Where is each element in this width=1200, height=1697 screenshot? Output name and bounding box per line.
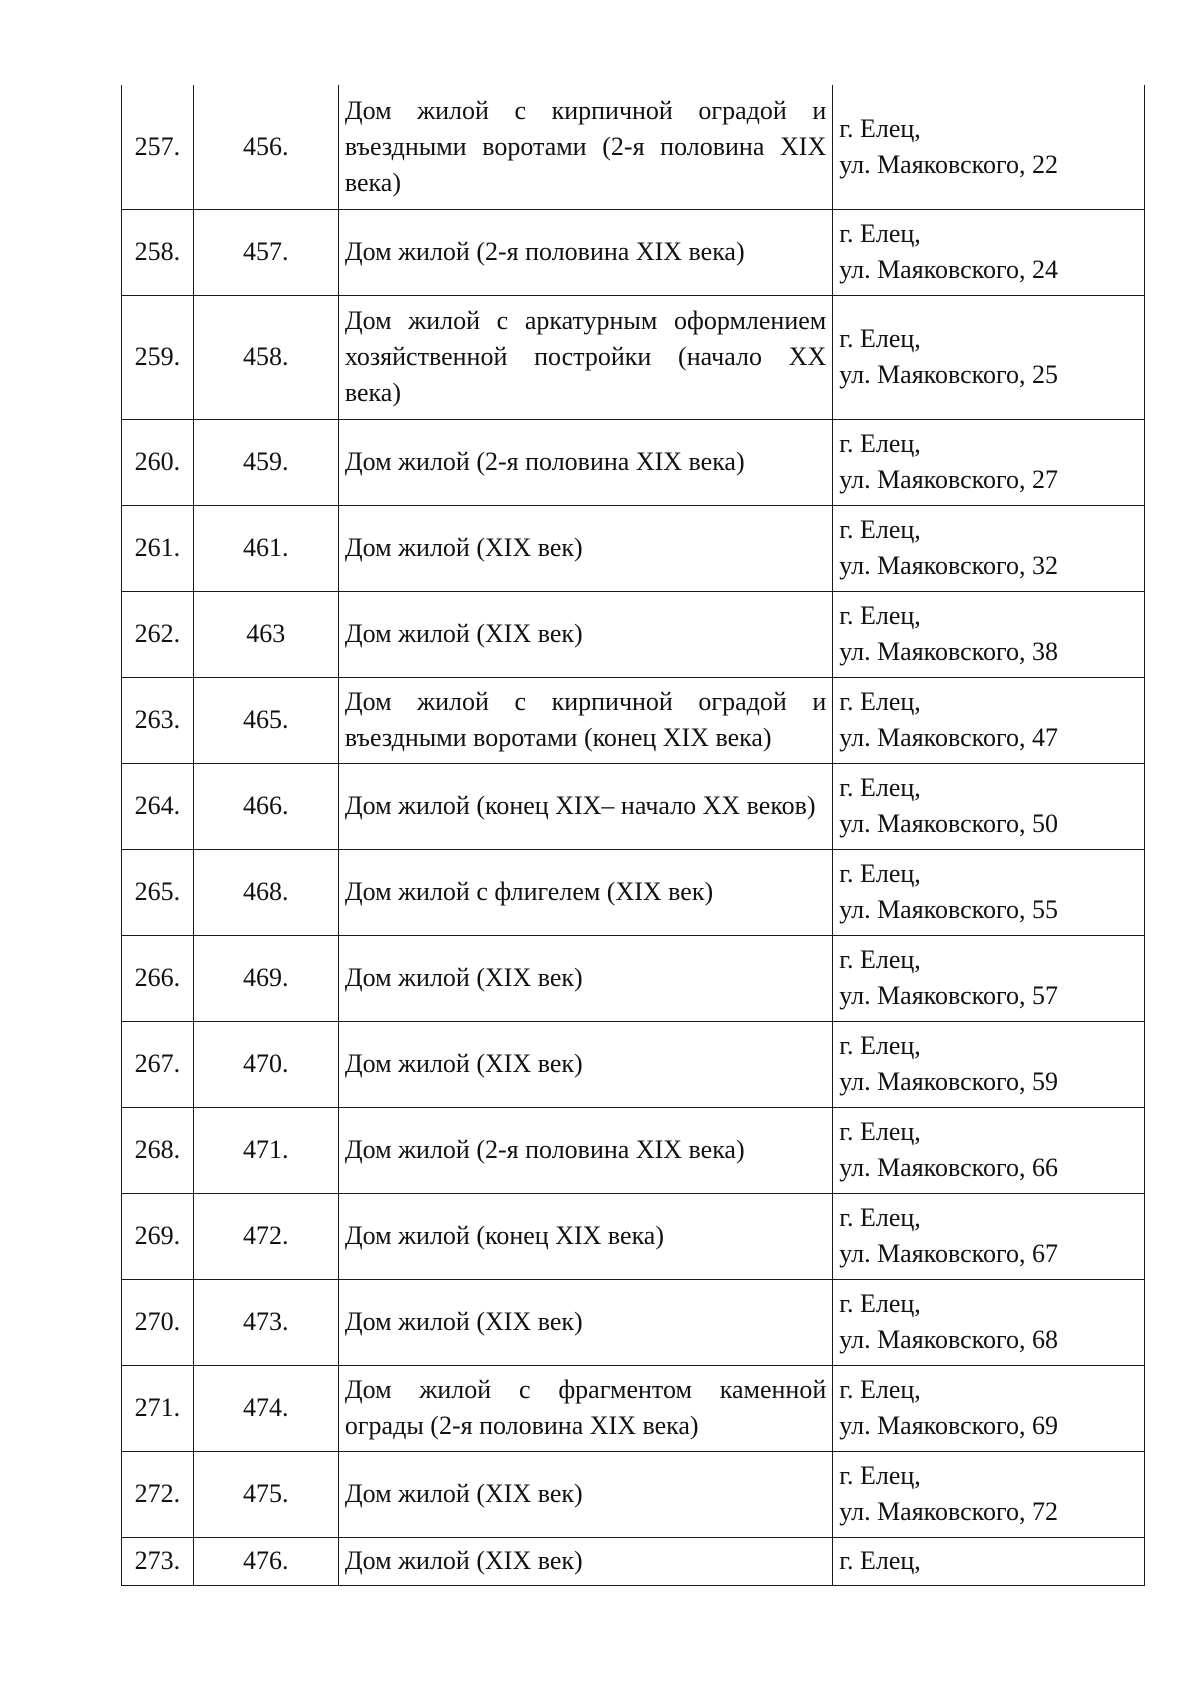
object-address xyxy=(833,295,1145,419)
registry-number: 456. xyxy=(193,85,338,209)
object-name: Дом жилой (XIX век) xyxy=(338,1021,832,1107)
object-address xyxy=(833,1193,1145,1279)
address-street: ул. Маяковского, 22 xyxy=(839,149,1058,179)
object-name: Дом жилой (конец XIX века) xyxy=(338,1193,832,1279)
address-city: г. Елец, xyxy=(839,601,921,630)
object-address xyxy=(833,419,1145,505)
object-address xyxy=(833,1451,1145,1537)
object-address xyxy=(833,1279,1145,1365)
table-row xyxy=(122,505,1145,591)
table-row xyxy=(122,1107,1145,1193)
table-row xyxy=(122,1193,1145,1279)
row-number: 273. xyxy=(122,1537,194,1585)
table-row xyxy=(122,419,1145,505)
registry-number: 461. xyxy=(193,505,338,591)
registry-number: 470. xyxy=(193,1021,338,1107)
address-street: ул. Маяковского, 72 xyxy=(839,1497,1058,1526)
registry-number: 458. xyxy=(193,295,338,419)
object-address xyxy=(833,1107,1145,1193)
row-number: 263. xyxy=(122,677,194,763)
address-city: г. Елец, xyxy=(839,113,921,143)
address-city: г. Елец, xyxy=(839,515,921,544)
table-row xyxy=(122,209,1145,295)
row-number: 259. xyxy=(122,295,194,419)
registry-number: 465. xyxy=(193,677,338,763)
address-street: ул. Маяковского, 66 xyxy=(839,1153,1058,1182)
heritage-objects-table xyxy=(121,85,1145,1586)
row-number: 267. xyxy=(122,1021,194,1107)
object-address xyxy=(833,85,1145,209)
address-street: ул. Маяковского, 68 xyxy=(839,1325,1058,1354)
row-number: 264. xyxy=(122,763,194,849)
address-street: ул. Маяковского, 38 xyxy=(839,637,1058,666)
address-city: г. Елец, xyxy=(839,1203,921,1232)
registry-number: 472. xyxy=(193,1193,338,1279)
table-row xyxy=(122,591,1145,677)
registry-number: 473. xyxy=(193,1279,338,1365)
table-row xyxy=(122,849,1145,935)
address-city: г. Елец, xyxy=(839,429,921,458)
table-row xyxy=(122,677,1145,763)
object-name: Дом жилой с фрагментом каменной ограды (2-я половина XIX века) xyxy=(338,1365,832,1451)
registry-number: 466. xyxy=(193,763,338,849)
object-name: Дом жилой (2-я половина XIX века) xyxy=(338,419,832,505)
registry-number: 475. xyxy=(193,1451,338,1537)
address-street: ул. Маяковского, 55 xyxy=(839,895,1058,924)
object-address xyxy=(833,1021,1145,1107)
row-number: 271. xyxy=(122,1365,194,1451)
object-name: Дом жилой (XIX век) xyxy=(338,1279,832,1365)
object-name: Дом жилой (конец XIX– начало XX веков) xyxy=(338,763,832,849)
registry-number: 471. xyxy=(193,1107,338,1193)
registry-number: 459. xyxy=(193,419,338,505)
address-city: г. Елец, xyxy=(839,1546,921,1575)
registry-number: 469. xyxy=(193,935,338,1021)
row-number: 262. xyxy=(122,591,194,677)
object-address xyxy=(833,1365,1145,1451)
address-city: г. Елец, xyxy=(839,687,921,716)
object-address xyxy=(833,849,1145,935)
address-city: г. Елец, xyxy=(839,1117,921,1146)
object-address xyxy=(833,505,1145,591)
object-name: Дом жилой (2-я половина XIX века) xyxy=(338,209,832,295)
table-row xyxy=(122,935,1145,1021)
registry-number: 474. xyxy=(193,1365,338,1451)
registry-number: 463 xyxy=(193,591,338,677)
table-row xyxy=(122,1451,1145,1537)
address-street: ул. Маяковского, 50 xyxy=(839,809,1058,838)
row-number: 269. xyxy=(122,1193,194,1279)
address-street: ул. Маяковского, 32 xyxy=(839,551,1058,580)
object-name: Дом жилой с кирпичной оградой и въездными воротами (2-я половина XIX века) xyxy=(338,85,832,209)
address-city: г. Елец, xyxy=(839,773,921,802)
table-row xyxy=(122,1021,1145,1107)
address-city: г. Елец, xyxy=(839,1375,921,1404)
object-address xyxy=(833,935,1145,1021)
address-city: г. Елец, xyxy=(839,859,921,888)
object-name: Дом жилой (XIX век) xyxy=(338,591,832,677)
address-street: ул. Маяковского, 25 xyxy=(839,360,1058,389)
object-name: Дом жилой (2-я половина XIX века) xyxy=(338,1107,832,1193)
address-city: г. Елец, xyxy=(839,1289,921,1318)
registry-number: 457. xyxy=(193,209,338,295)
row-number: 261. xyxy=(122,505,194,591)
address-city: г. Елец, xyxy=(839,945,921,974)
address-city: г. Елец, xyxy=(839,324,921,353)
row-number: 272. xyxy=(122,1451,194,1537)
object-name: Дом жилой (XIX век) xyxy=(338,1451,832,1537)
object-name: Дом жилой (XIX век) xyxy=(338,935,832,1021)
object-address xyxy=(833,1537,1145,1585)
registry-number: 468. xyxy=(193,849,338,935)
address-street: ул. Маяковского, 59 xyxy=(839,1067,1058,1096)
table-row xyxy=(122,85,1145,209)
object-address xyxy=(833,591,1145,677)
address-street: ул. Маяковского, 57 xyxy=(839,981,1058,1010)
object-name: Дом жилой с аркатурным оформлением хозяйственной постройки (начало XX века) xyxy=(338,295,832,419)
address-street: ул. Маяковского, 69 xyxy=(839,1411,1058,1440)
object-name: Дом жилой (XIX век) xyxy=(338,1537,832,1585)
row-number: 270. xyxy=(122,1279,194,1365)
address-city: г. Елец, xyxy=(839,1031,921,1060)
row-number: 260. xyxy=(122,419,194,505)
table-row xyxy=(122,763,1145,849)
address-street: ул. Маяковского, 67 xyxy=(839,1239,1058,1268)
object-name: Дом жилой (XIX век) xyxy=(338,505,832,591)
object-address xyxy=(833,677,1145,763)
address-street: ул. Маяковского, 27 xyxy=(839,465,1058,494)
address-street: ул. Маяковского, 47 xyxy=(839,723,1058,752)
address-city: г. Елец, xyxy=(839,219,921,248)
object-address xyxy=(833,209,1145,295)
table-row xyxy=(122,295,1145,419)
row-number: 268. xyxy=(122,1107,194,1193)
registry-number: 476. xyxy=(193,1537,338,1585)
row-number: 266. xyxy=(122,935,194,1021)
row-number: 265. xyxy=(122,849,194,935)
table-row xyxy=(122,1537,1145,1585)
object-address xyxy=(833,763,1145,849)
object-name: Дом жилой с кирпичной оградой и въездными воротами (конец XIX века) xyxy=(338,677,832,763)
row-number: 257. xyxy=(122,85,194,209)
object-name: Дом жилой с флигелем (XIX век) xyxy=(338,849,832,935)
table-row xyxy=(122,1279,1145,1365)
address-street: ул. Маяковского, 24 xyxy=(839,255,1058,284)
table-row xyxy=(122,1365,1145,1451)
address-city: г. Елец, xyxy=(839,1461,921,1490)
row-number: 258. xyxy=(122,209,194,295)
